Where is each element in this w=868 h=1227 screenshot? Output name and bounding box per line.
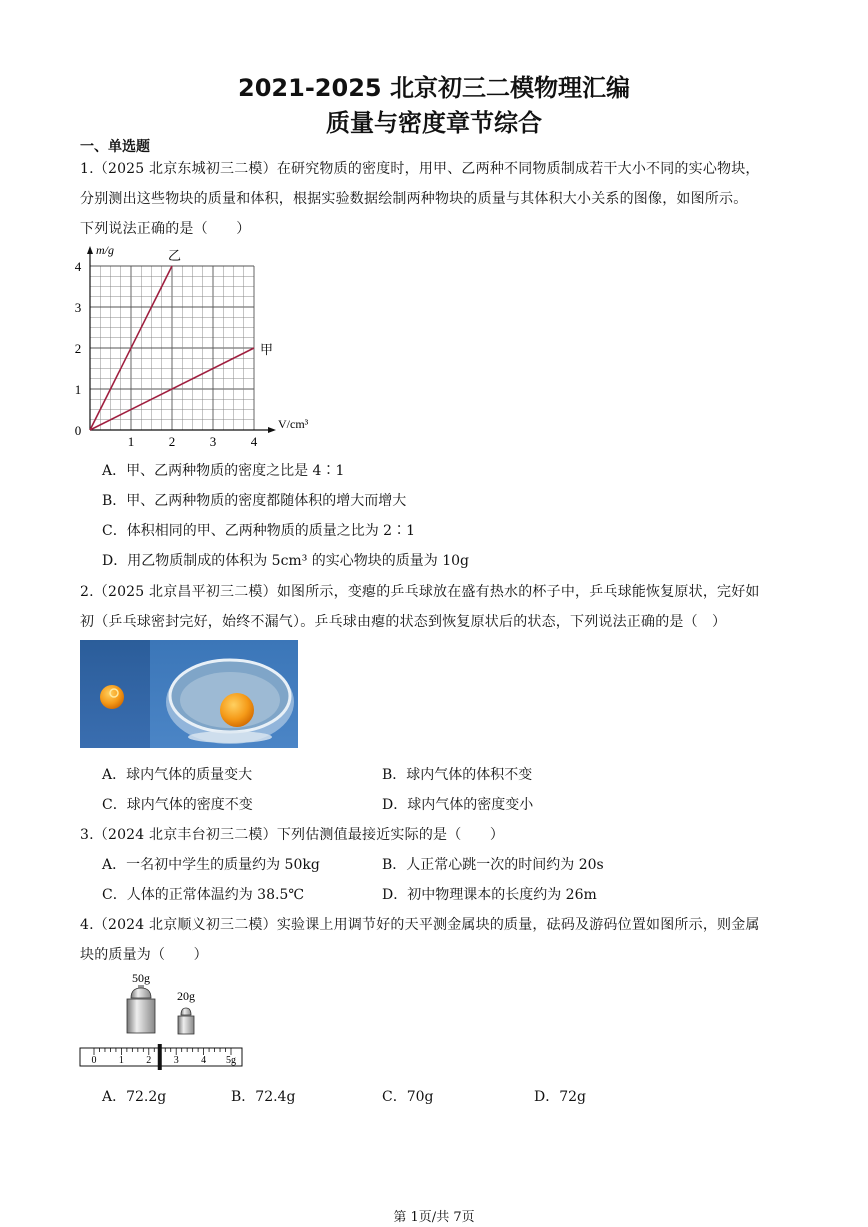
q4-line-2: 块的质量为（ ） <box>80 947 208 963</box>
q2-option-c: C．球内气体的密度不变 <box>102 797 253 813</box>
restored-ball <box>220 693 254 727</box>
q1-option-a: A．甲、乙两种物质的密度之比是 4∶1 <box>102 463 345 479</box>
rider-scale <box>80 1044 242 1070</box>
q1-line-2: 分别测出这些物块的质量和体积，根据实验数据绘制两种物块的质量与其体积大小关系的图像，如图所示。 <box>80 191 748 207</box>
scale-label: 1 <box>118 1055 124 1066</box>
y-axis-label: m/g <box>96 243 114 257</box>
scale-label: 3 <box>173 1055 179 1066</box>
mass-volume-chart <box>62 240 322 450</box>
q3-option-c: C．人体的正常体温约为 38.5℃ <box>102 887 304 903</box>
page-title-line1: 2021-2025 北京初三二模物理汇编 <box>238 74 630 102</box>
q4-option-d: D．72g <box>534 1089 587 1105</box>
q3-option-b: B．人正常心跳一次的时间约为 20s <box>382 857 604 873</box>
weight-50g <box>127 985 155 1033</box>
x-tick-label: 2 <box>168 434 176 449</box>
section-title: 一、单选题 <box>80 139 150 155</box>
balance-weights-figure <box>78 970 258 1070</box>
y-tick-label: 0 <box>74 423 82 438</box>
q4-option-b: B．72.4g <box>231 1089 296 1105</box>
q4-option-a: A．72.2g <box>102 1089 167 1105</box>
q2-option-d: D．球内气体的密度变小 <box>382 797 534 813</box>
q4-line-1: 4.（2024 北京顺义初三二模）实验课上用调节好的天平测金属块的质量，砝码及游码位置如图所示，则金属 <box>80 917 760 933</box>
series-label: 乙 <box>168 248 182 263</box>
rider <box>158 1044 162 1070</box>
q1-line-3: 下列说法正确的是（ ） <box>80 221 251 237</box>
weight-20g-label: 20g <box>177 989 195 1003</box>
x-tick-label: 3 <box>209 434 217 449</box>
q3-line: 3.（2024 北京丰台初三二模）下列估测值最接近实际的是（ ） <box>80 827 505 843</box>
q1-option-c: C．体积相同的甲、乙两种物质的质量之比为 2∶1 <box>102 523 415 539</box>
y-tick-label: 1 <box>74 382 82 397</box>
q3-option-d: D．初中物理课本的长度约为 26m <box>382 887 597 903</box>
scale-label: 5g <box>226 1055 236 1066</box>
x-tick-label: 4 <box>250 434 258 449</box>
x-axis-arrow <box>268 427 276 433</box>
x-tick-label: 1 <box>127 434 135 449</box>
q1-option-b: B．甲、乙两种物质的密度都随体积的增大而增大 <box>102 493 407 509</box>
ping-pong-ball-photo <box>80 640 298 748</box>
page-footer: 第 1页/共 7页 <box>393 1210 475 1225</box>
page-title-line2: 质量与密度章节综合 <box>326 109 542 137</box>
q2-line-2: 初（乒乓球密封完好，始终不漏气）。乒乓球由瘪的状态到恢复原状后的状态，下列说法正确的是（ ） <box>80 614 727 630</box>
y-axis-arrow <box>87 246 93 254</box>
y-tick-label: 3 <box>74 300 82 315</box>
q1-option-d: D．用乙物质制成的体积为 5cm³ 的实心物块的质量为 10g <box>102 553 469 569</box>
scale-label: 2 <box>146 1055 152 1066</box>
weight-50g-label: 50g <box>132 971 150 985</box>
scale-label: 4 <box>201 1055 207 1066</box>
scale-label: 0 <box>91 1055 97 1066</box>
q2-option-a: A．球内气体的质量变大 <box>102 767 253 783</box>
y-tick-label: 2 <box>74 341 82 356</box>
q2-option-b: B．球内气体的体积不变 <box>382 767 533 783</box>
y-tick-label: 4 <box>74 259 82 274</box>
series-label: 甲 <box>260 342 274 357</box>
q1-line-1: 1.（2025 北京东城初三二模）在研究物质的密度时，用甲、乙两种不同物质制成若干大小不同的实心物块， <box>80 161 760 177</box>
x-axis-label: V/cm³ <box>278 417 309 431</box>
q2-line-1: 2.（2025 北京昌平初三二模）如图所示，变瘪的乒乓球放在盛有热水的杯子中，乒乓球能恢复原状，完好如 <box>80 584 760 600</box>
q4-option-c: C．70g <box>382 1089 434 1105</box>
weight-20g <box>178 1008 194 1034</box>
q3-option-a: A．一名初中学生的质量约为 50kg <box>102 857 320 873</box>
